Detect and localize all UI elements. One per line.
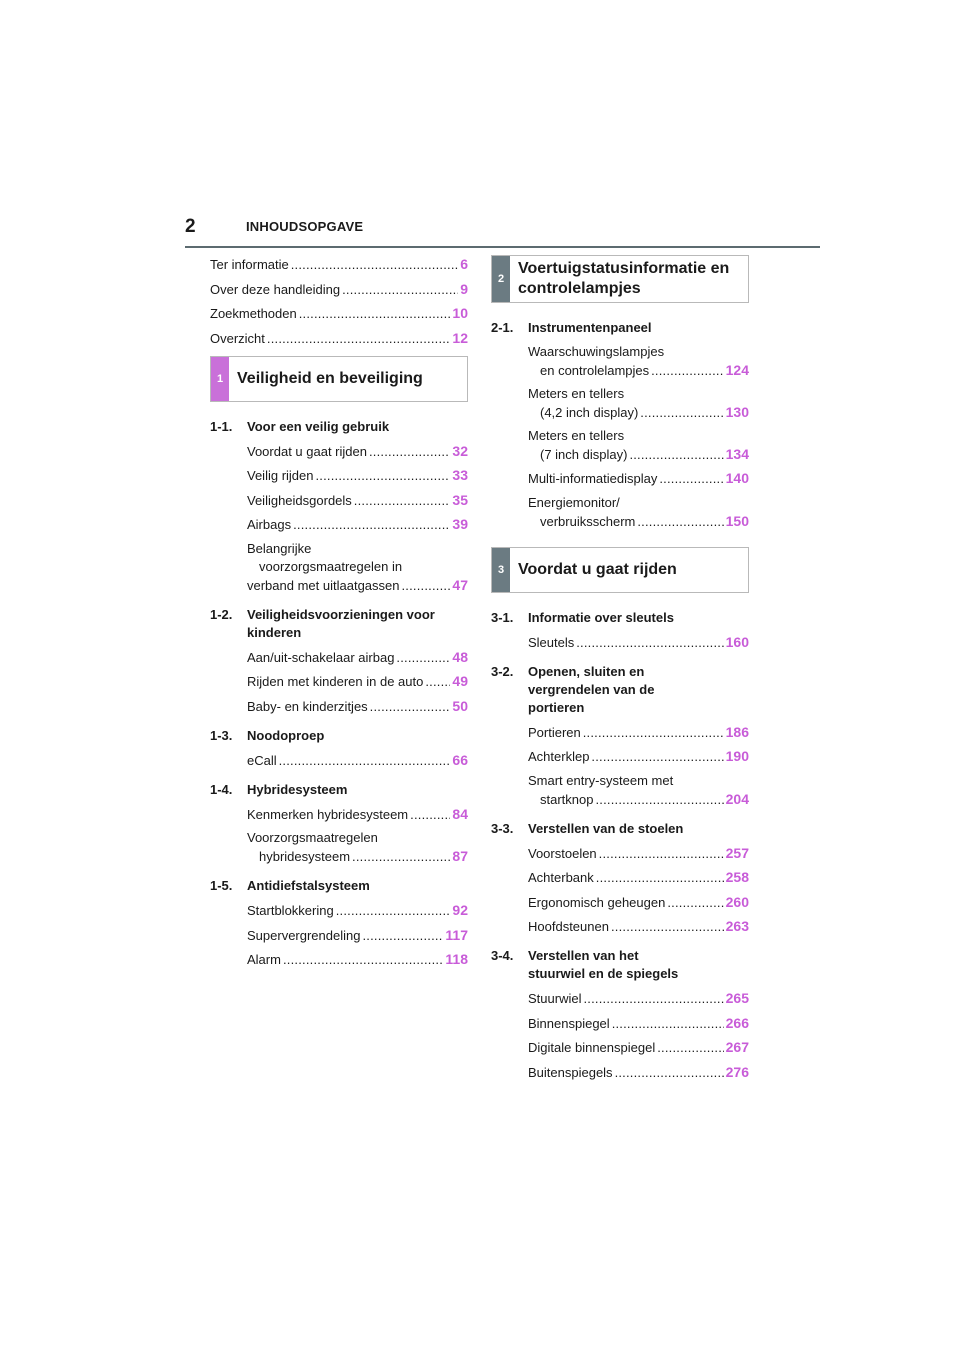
toc-entry[interactable]: [210, 255, 468, 274]
page-header: [185, 214, 820, 248]
entry-label: Veiligheidsgordels: [247, 492, 352, 508]
toc-entry[interactable]: [210, 697, 468, 716]
entry-label: Kenmerken hybridesysteem: [247, 806, 409, 822]
entry-label: Rijden met kinderen in de auto: [247, 674, 424, 689]
entry-page[interactable]: 117: [445, 926, 468, 943]
toc-entry[interactable]: [491, 385, 749, 422]
entry-label: Startblokkering: [247, 903, 334, 918]
group-title: Noodoproep: [247, 727, 325, 743]
entry-label: Waarschuwingslampjes: [528, 344, 665, 359]
section-1-header[interactable]: [210, 356, 468, 402]
entry-page[interactable]: 124: [725, 362, 749, 378]
toc-entry[interactable]: [210, 805, 468, 824]
toc-entry[interactable]: [210, 950, 468, 969]
entry-label-cont: (7 inch display): [540, 447, 628, 462]
entry-label: Voordat u gaat rijden: [247, 443, 367, 459]
toc-entry[interactable]: [210, 329, 468, 348]
entry-label-cont: verband met uitlaatgassen: [247, 577, 400, 593]
toc-entry[interactable]: [491, 747, 749, 766]
entry-label-cont: (4,2 inch display): [540, 405, 639, 420]
entry-label: Achterbank: [528, 870, 594, 885]
group-title: Voor een veilig gebruik: [247, 418, 390, 434]
toc-entry[interactable]: [210, 901, 468, 920]
toc-entry[interactable]: [491, 343, 749, 380]
group-3-1: [491, 609, 749, 652]
toc-entry[interactable]: [491, 989, 749, 1008]
toc-entry[interactable]: [491, 917, 749, 936]
entry-page[interactable]: 50: [452, 697, 468, 714]
group-title: Antidiefstalsysteem: [247, 878, 370, 893]
section-title: Voertuigstatusinformatie en controlelampjes: [518, 260, 730, 297]
group-number: 3-3.: [491, 820, 514, 836]
toc-entry[interactable]: [210, 466, 468, 485]
entry-page[interactable]: 267: [725, 1039, 749, 1055]
toc-entry[interactable]: [491, 893, 749, 912]
group-title: Verstellen van het stuurwiel en de spiegels: [528, 948, 679, 981]
group-number: 2-1.: [491, 320, 514, 335]
group-1-5: [210, 877, 468, 969]
toc-entry[interactable]: [491, 469, 749, 488]
entry-page[interactable]: 265: [725, 990, 749, 1006]
toc-entry[interactable]: [491, 1038, 749, 1057]
toc-right-column: [491, 255, 749, 1087]
entry-label: Meters en tellers: [528, 428, 625, 443]
section-3-header[interactable]: [491, 547, 749, 593]
entry-label: Over deze handleiding: [210, 281, 341, 297]
group-number: 1-3.: [210, 727, 233, 743]
entry-page[interactable]: 118: [445, 951, 468, 967]
section-title: Voordat u gaat rijden: [518, 560, 677, 578]
entry-label: Supervergrendeling: [247, 927, 361, 943]
group-3-2: [491, 663, 749, 809]
toc-entry[interactable]: [210, 540, 468, 595]
toc-entry[interactable]: [210, 648, 468, 667]
entry-page[interactable]: 258: [725, 869, 749, 885]
group-3-3: [491, 820, 749, 937]
entry-label: Alarm: [247, 952, 281, 967]
entry-label: Aan/uit-schakelaar airbag: [247, 649, 395, 665]
section-tab: 3: [492, 548, 510, 592]
entry-page[interactable]: 276: [725, 1063, 749, 1080]
entry-label-cont: voorzorgsmaatregelen in: [259, 558, 403, 574]
toc-entry[interactable]: [210, 926, 468, 945]
group-number: 3-4.: [491, 948, 514, 963]
entry-page[interactable]: 39: [452, 516, 468, 532]
group-2-1: [491, 319, 749, 531]
entry-label: Multi-informatiedisplay: [528, 471, 658, 486]
toc-entry[interactable]: [210, 751, 468, 770]
group-title: Verstellen van de stoelen: [528, 820, 684, 836]
entry-label-cont: en controlelampjes: [540, 363, 650, 378]
entry-page[interactable]: 204: [725, 790, 749, 807]
group-1-1: [210, 418, 468, 595]
group-title: Informatie over sleutels: [528, 609, 674, 625]
group-number: 1-5.: [210, 878, 233, 893]
page-number: 2: [185, 216, 196, 237]
entry-label: Voorzorgsmaatregelen: [247, 830, 378, 845]
group-number: 3-2.: [491, 663, 514, 679]
entry-page[interactable]: 150: [725, 512, 749, 529]
entry-label: Smart entry-systeem met: [528, 772, 674, 788]
entry-label: Belangrijke: [247, 540, 312, 556]
entry-page[interactable]: 6: [460, 256, 468, 272]
entry-page[interactable]: 266: [725, 1014, 749, 1031]
entry-page[interactable]: 48: [452, 648, 468, 665]
toc-entry[interactable]: [210, 280, 468, 299]
toc-left-column: [210, 255, 468, 975]
group-number: 3-1.: [491, 609, 514, 625]
group-title: Openen, sluiten en vergrendelen van de portieren: [528, 663, 655, 715]
entry-label: Sleutels: [528, 634, 575, 650]
entry-page[interactable]: 160: [725, 633, 749, 650]
group-1-3: [210, 727, 468, 770]
toc-entry[interactable]: [210, 515, 468, 534]
toc-entry[interactable]: [210, 829, 468, 866]
toc-entry[interactable]: [210, 442, 468, 461]
toc-entry[interactable]: [491, 844, 749, 863]
entry-page[interactable]: 9: [460, 280, 468, 297]
toc-entry[interactable]: [210, 491, 468, 510]
group-1-4: [210, 781, 468, 867]
entry-label: Veilig rijden: [247, 468, 314, 483]
toc-entry[interactable]: [491, 427, 749, 464]
entry-label: Portieren: [528, 724, 581, 740]
toc-entry[interactable]: [210, 672, 468, 691]
entry-page[interactable]: 87: [452, 848, 468, 864]
entry-page[interactable]: 140: [725, 470, 749, 486]
group-title: Hybridesysteem: [247, 781, 348, 797]
entry-label: Ter informatie: [210, 257, 289, 272]
group-3-4: [491, 947, 749, 1082]
toc-entry[interactable]: [491, 723, 749, 742]
entry-page[interactable]: 33: [452, 467, 468, 483]
entry-label: Ergonomisch geheugen: [528, 894, 666, 910]
entry-label: Digitale binnenspiegel: [528, 1040, 656, 1055]
entry-label: Achterklep: [528, 749, 590, 764]
entry-page[interactable]: 263: [725, 918, 749, 934]
entry-page[interactable]: 47: [452, 576, 468, 593]
entry-label: Energiemonitor/: [528, 494, 620, 510]
entry-page[interactable]: 32: [452, 442, 468, 459]
entry-page[interactable]: 49: [452, 673, 468, 689]
section-tab: 1: [211, 357, 229, 401]
entry-page[interactable]: 186: [725, 723, 749, 740]
group-number: 1-1.: [210, 418, 233, 434]
entry-label: Binnenspiegel: [528, 1015, 610, 1031]
entry-page[interactable]: 130: [725, 404, 749, 420]
group-title: Instrumentenpaneel: [528, 320, 652, 335]
entry-page[interactable]: 257: [725, 844, 749, 861]
section-title: Veiligheid en beveiliging: [237, 369, 423, 387]
toc-entry[interactable]: [491, 494, 749, 531]
entry-label: eCall: [247, 752, 277, 768]
intro-list: [210, 255, 468, 348]
toc-entry[interactable]: [491, 1014, 749, 1033]
entry-page[interactable]: 134: [725, 446, 749, 462]
entry-label: Voorstoelen: [528, 845, 597, 861]
entry-page[interactable]: 35: [452, 491, 468, 508]
entry-label: Hoofdsteunen: [528, 919, 609, 934]
header-title: INHOUDSOPGAVE: [246, 219, 364, 234]
entry-label-cont: verbruiksscherm: [540, 513, 636, 529]
entry-label: Airbags: [247, 517, 292, 532]
section-tab: 2: [492, 256, 510, 302]
group-number: 1-4.: [210, 781, 233, 797]
entry-label: Buitenspiegels: [528, 1064, 613, 1080]
group-title: Veiligheidsvoorzieningen voor kinderen: [247, 606, 435, 640]
entry-page[interactable]: 84: [452, 805, 468, 822]
group-number: 1-2.: [210, 606, 233, 622]
entry-page[interactable]: 190: [725, 748, 749, 764]
entry-page[interactable]: 66: [452, 751, 468, 768]
entry-label-cont: startknop: [540, 791, 594, 807]
entry-page[interactable]: 12: [452, 329, 468, 346]
toc-entry[interactable]: [491, 868, 749, 887]
entry-page[interactable]: 260: [725, 893, 749, 910]
toc-entry[interactable]: [491, 633, 749, 652]
entry-label: Zoekmethoden: [210, 306, 297, 321]
section-2-header[interactable]: [491, 255, 749, 303]
entry-label: Baby- en kinderzitjes: [247, 698, 368, 714]
entry-label: Stuurwiel: [528, 991, 582, 1006]
entry-label: Overzicht: [210, 330, 265, 346]
entry-page[interactable]: 92: [452, 902, 468, 918]
entry-label: Meters en tellers: [528, 386, 625, 401]
entry-page[interactable]: 10: [452, 305, 468, 321]
toc-entry[interactable]: [491, 1063, 749, 1082]
toc-entry[interactable]: [210, 304, 468, 323]
entry-label-cont: hybridesysteem: [259, 849, 351, 864]
group-1-2: [210, 606, 468, 716]
toc-entry[interactable]: [491, 772, 749, 809]
